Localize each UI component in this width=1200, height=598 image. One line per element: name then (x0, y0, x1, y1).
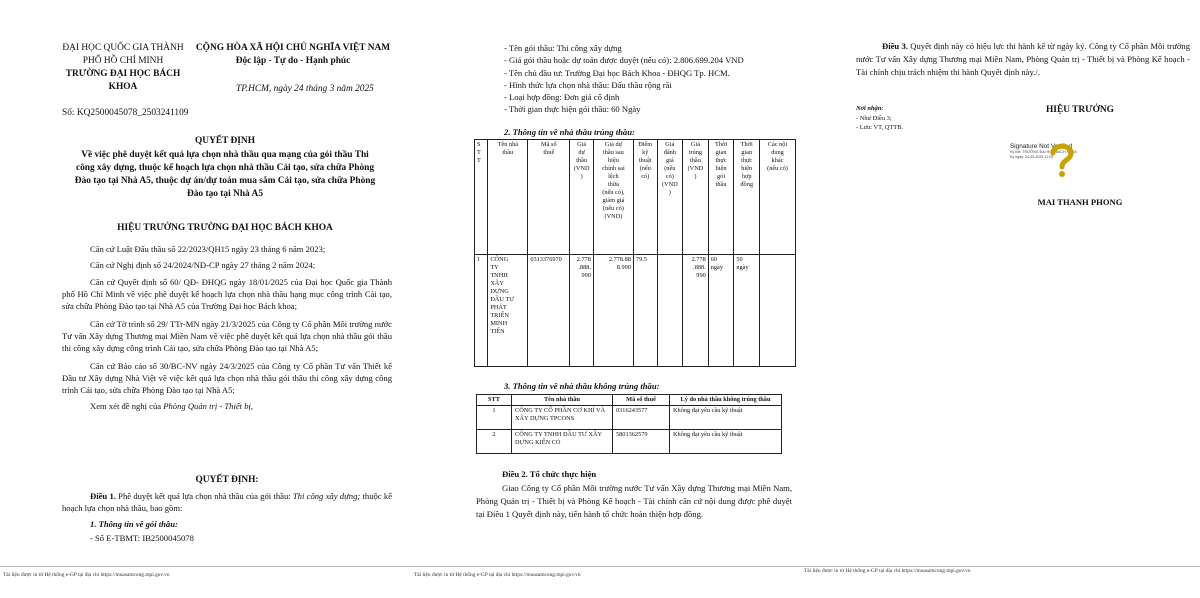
th-contract-duration: Thời gian thực hiện hợp đồng (734, 140, 760, 255)
cell-package-duration: 60 ngày (708, 255, 734, 367)
cell-other (760, 255, 796, 367)
th-other: Các nội dung khác (nếu có) (760, 140, 796, 255)
article-3-text: Quyết định này có hiệu lực thi hành kể từ ngày ký. Công ty Cổ phần Môi trường nước Tư vấn Xây dựng Thương mại Miền Nam, Phòng Quản trị - Thiết bị và Phòng Kế hoạch - Tài chính chịu trách nhiệm thi hành Quyết định này./. (856, 41, 1191, 77)
th-tech-score: Điểm kỹ thuật (nếu có) (633, 140, 657, 255)
basis-1: Căn cứ Luật Đấu thầu số 22/2023/QH15 ngày 23 tháng 6 năm 2023; (90, 244, 326, 254)
consider-unit: Phòng Quản trị - Thiết bị, (163, 401, 254, 411)
info-duration: - Thời gian thực hiện gói thầu: 60 Ngày (504, 104, 641, 115)
cell-adjusted-price: 2.778.88 8.990 (593, 255, 633, 367)
cell2-reason: Không đạt yêu cầu kỹ thuật (670, 406, 782, 430)
winning-table-header (475, 140, 796, 255)
page-1-footer: Tài liệu được in từ Hệ thống e-GP tại địa chỉ https://muasamcong.mpi.gov.vn (3, 572, 170, 578)
cell2-bidder-name: CÔNG TY CỔ PHẦN CƠ KHÍ VÀ XÂY DỰNG TPCONS (512, 406, 613, 430)
th-stt: S T T (475, 140, 488, 255)
cell2-stt: 1 (477, 406, 512, 430)
cell2-stt: 2 (477, 430, 512, 454)
subject-line-4: Đào tạo tại Nhà A5 (186, 189, 264, 199)
section-3-heading: 3. Thông tin về nhà thầu không trúng thầu: (504, 381, 660, 391)
info-investor: - Tên chủ đầu tư: Trường Đại học Bách Khoa - ĐHQG Tp. HCM. (504, 67, 730, 78)
cell2-reason: Không đạt yêu cầu kỹ thuật (670, 430, 782, 454)
article-1 (62, 490, 392, 514)
section-1-heading: 1. Thông tin về gói thầu: (90, 519, 178, 529)
signature-detail-2: Ký ngày: 24-03-2025 11:25 (1010, 155, 1054, 159)
page-2-footer: Tài liệu được in từ Hệ thống e-GP tại địa chỉ https://muasamcong.mpi.gov.vn (414, 572, 581, 578)
package-info (504, 42, 744, 116)
cell-bidder-name: CÔNG TY TNHH XÂY DỰNG ĐẦU TƯ PHÁT TRIỂN MINH TIẾN (488, 255, 528, 367)
article-1-text2: thuộc kế hoạch lựa chọn nhà thầu, bao gồm: (62, 491, 393, 513)
cell-eval-price (657, 255, 683, 367)
table-row (475, 255, 796, 367)
tbmt-number: - Số E-TBMT: IB2500045078 (90, 533, 194, 543)
doc-title: QUYẾT ĐỊNH (195, 136, 255, 146)
th-tax-code: Mã số thuế (528, 140, 570, 255)
signature-status: Signature Not Verified (1010, 143, 1073, 150)
page-2-bottom-rule (404, 566, 798, 567)
table-row (477, 430, 782, 454)
signature-detail-1: Ký bởi: TRƯỜNG ĐẠI HỌC BÁCH KHOA (1010, 150, 1077, 154)
org-line-2: PHỐ HỒ CHÍ MINH (82, 56, 164, 66)
signer-title: HIỆU TRƯỞNG (1046, 105, 1114, 115)
basis-3: Căn cứ Quyết định số 60/ QĐ- ĐHQG ngày 18/01/2025 của Đại học Quốc gia Thành phố Hồ Chí Minh về việc phê duyệt kế hoạch lựa chọn nhà thầu hạng mục công trình Cải tạo, sửa chữa Phòng Đào tạo tại Nhà A5 của Trường Đại học Bách khoa; (62, 277, 392, 311)
winning-bidder-table (474, 139, 796, 367)
nation-title: CỘNG HÒA XÃ HỘI CHỦ NGHĨA VIỆT NAM (195, 43, 391, 53)
subject-line-2: công xây dựng, thuộc kế hoạch lựa chọn nhà thầu Cải tạo, sửa chữa Phòng (75, 163, 375, 173)
info-selection-method: - Hình thức lựa chọn nhà thầu: Đấu thầu rộng rãi (504, 79, 672, 90)
doc-subject (50, 149, 400, 201)
digital-signature (1010, 143, 1150, 189)
th-adjusted-price: Giá dự thầu sau hiệu chỉnh sai lệch thừa (nếu có), giảm giá (nếu có) (VND) (593, 140, 633, 255)
th2-tax-code: Mã số thuế (613, 395, 670, 406)
cell-contract-duration: 50 ngày (734, 255, 760, 367)
th-bid-price: Giá dự thầu (VND ) (570, 140, 594, 255)
subject-line-1: Về việc phê duyệt kết quả lựa chọn nhà thầu qua mạng của gói thầu Thi (81, 150, 369, 160)
cell2-bidder-name: CÔNG TY TNHH ĐẦU TƯ XÂY DỰNG KIẾN CỎ (512, 430, 613, 454)
cell-stt: 1 (475, 255, 488, 367)
decide-heading: QUYẾT ĐỊNH: (195, 475, 259, 485)
national-heading (186, 42, 400, 68)
info-package-name: - Tên gói thầu: Thi công xây dựng (504, 43, 622, 53)
page-1 (0, 0, 404, 598)
consideration (62, 400, 392, 412)
th-winning-price: Giá trúng thầu (VND ) (683, 140, 709, 255)
page-3-bottom-rule (798, 566, 1200, 567)
table-row (477, 406, 782, 430)
info-contract-type: - Loại hợp đồng: Đơn giá cố định (504, 92, 620, 103)
recipient-1: - Như Điều 3; (856, 114, 892, 122)
article-2-text: Giao Công ty Cổ phần Môi trường nước Tư vấn Xây dựng Thương mại Miền Nam, Phòng Quản trị - Thiết bị và Phòng Kế hoạch - Tài chính căn cứ nội dung được phê duyệt tại Điều 1 Quyết định này, tiến hành tổ chức hoàn thiện hợp đồng. (476, 483, 792, 519)
cell-tech-score: 79.5 (633, 255, 657, 367)
recipients (856, 104, 903, 133)
legal-bases (62, 243, 392, 416)
article-1-label: Điều 1. (90, 491, 116, 501)
th2-bidder-name: Tên nhà thầu (512, 395, 613, 406)
th-bidder-name: Tên nhà thầu (488, 140, 528, 255)
th2-reason: Lý do nhà thầu không trúng thầu (670, 395, 782, 406)
cell2-tax-code: 5801362579 (613, 430, 670, 454)
org-line-3: TRƯỜNG ĐẠI HỌC BÁCH (65, 69, 181, 79)
th-eval-price: Giá đánh giá (nếu có) (VND ) (657, 140, 683, 255)
basis-4: Căn cứ Tờ trình số 29/ TTr-MN ngày 21/3/2025 của Công ty Cổ phần Môi trường nước Tư vấn Xây dựng Thương mại Miền Nam về việc phê duyệt kết quả lựa chọn nhà thầu gói thầu thi công xây dựng công trình Cải tạo, sửa chữa Phòng Đào tạo tại Nhà A5; (62, 319, 392, 353)
org-line-4: KHOA (108, 82, 138, 92)
article-1-text: Phê duyệt kết quả lựa chọn nhà thầu của gói thầu: (115, 491, 293, 501)
doc-number: Số: KQ2500045078_2503241109 (62, 108, 189, 118)
th-package-duration: Thời gian thực hiện gói thầu (708, 140, 734, 255)
cell-bid-price: 2.778 .888. 990 (570, 255, 594, 367)
recipient-2: - Lưu: VT, QTTB. (856, 124, 904, 131)
signature-question-icon (1045, 141, 1079, 179)
consider-prefix: Xem xét đề nghị của (90, 401, 164, 411)
info-package-price: - Giá gói thầu hoặc dự toán được duyệt (nếu có): 2.806.699.204 VND (504, 55, 744, 66)
th2-stt: STT (477, 395, 512, 406)
place-date: TP.HCM, ngày 24 tháng 3 năm 2025 (236, 84, 374, 94)
authority: HIỆU TRƯỞNG TRƯỜNG ĐẠI HỌC BÁCH KHOA (117, 223, 333, 233)
losing-table-header (477, 395, 782, 406)
page-1-bottom-rule (0, 566, 404, 567)
page-3-footer: Tài liệu được in từ Hệ thống e-GP tại địa chỉ https://muasamcong.mpi.gov.vn (804, 568, 971, 574)
subject-line-3: Đào tạo tại Nhà A5, thuộc dự án/dự toán mua sắm Cải tạo, sửa chữa Phòng (74, 176, 376, 186)
section-2-heading: 2. Thông tin về nhà thầu trúng thầu: (504, 127, 635, 137)
motto: Độc lập - Tự do - Hạnh phúc (235, 56, 351, 66)
org-line-1: ĐẠI HỌC QUỐC GIA THÀNH (62, 43, 184, 53)
basis-5: Căn cứ Báo cáo số 30/BC-NV ngày 24/3/2025 của Công ty Cổ phần Tư vấn Thiết kế Đầu tư Xây dựng Nhà Việt về việc kết quả lựa chọn nhà thầu gói thầu thi công xây dựng công trình Cải tạo, sửa chữa Phòng Đào tạo tại Nhà A5; (62, 361, 392, 395)
cell2-tax-code: 0316243577 (613, 406, 670, 430)
issuing-organization (56, 42, 190, 94)
article-1-package: Thi công xây dựng; (292, 491, 361, 501)
recipients-title: Nơi nhận: (856, 105, 884, 112)
page-2 (404, 0, 798, 598)
basis-2: Căn cứ Nghị định số 24/2024/NĐ-CP ngày 27 tháng 2 năm 2024; (90, 260, 316, 270)
page-3 (798, 0, 1200, 598)
article-3-label: Điều 3. (882, 41, 908, 51)
article-2-heading: Điều 2. Tổ chức thực hiện (502, 469, 597, 479)
article-3 (856, 40, 1190, 79)
losing-bidder-table (476, 394, 782, 454)
cell-tax-code: 0313376970 (528, 255, 570, 367)
signer-name: MAI THANH PHONG (1037, 197, 1123, 207)
cell-winning-price: 2.778 .888. 990 (683, 255, 709, 367)
